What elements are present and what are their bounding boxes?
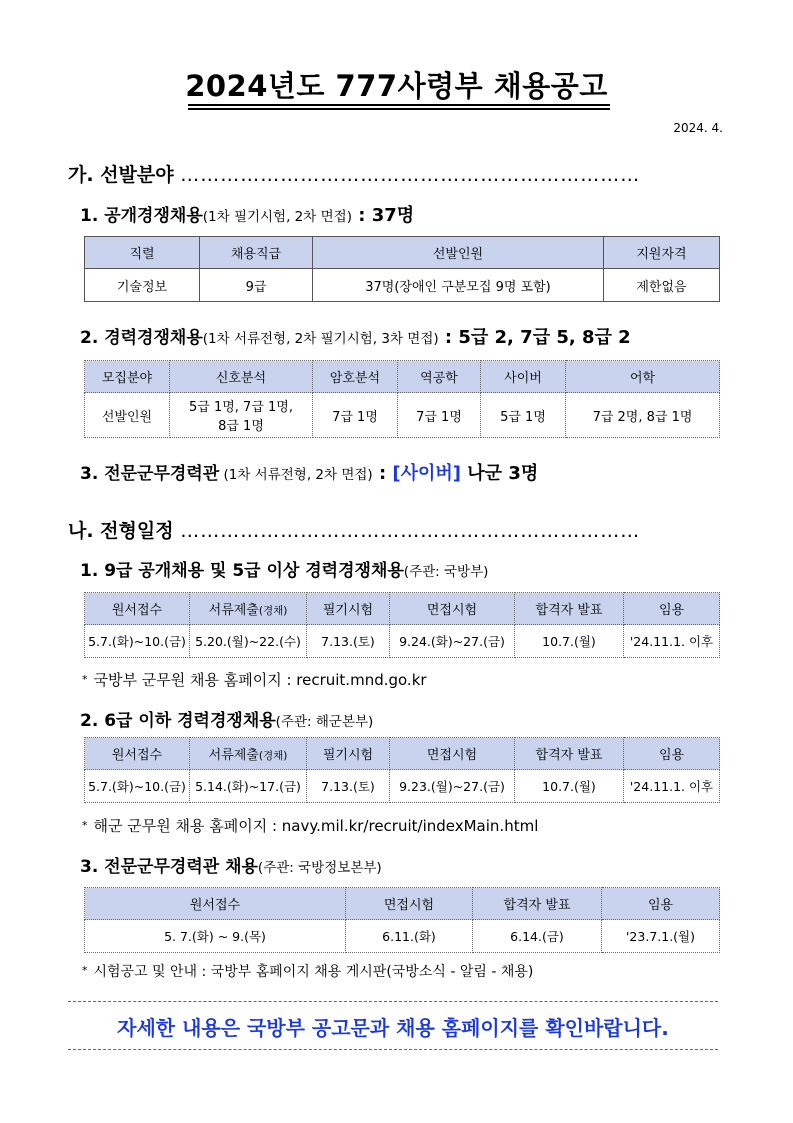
b-sub2-label: 2. 6급 이하 경력경쟁채용 <box>80 711 276 731</box>
a-t2-c1-line1: 5급 1명, 7급 1명, <box>189 400 293 415</box>
b-t3-c3: '23.7.1.(월) <box>602 920 720 953</box>
b-t2-h2: 필기시험 <box>307 738 390 770</box>
b-t1-h0: 원서접수 <box>85 593 190 625</box>
a-sub3-paren: (1차 서류전형, 2차 면접) <box>219 467 373 483</box>
a-t2-rowlabel: 선발인원 <box>85 393 170 438</box>
note2-text: 해군 군무원 채용 홈페이지 : navy.mil.kr/recruit/indexMain.html <box>93 817 539 835</box>
b-t2-c0: 5.7.(화)~10.(금) <box>85 770 190 803</box>
b-sub3 <box>80 852 382 877</box>
section-b-title: 나. 전형일정 <box>68 520 174 542</box>
a-t2-h5: 어학 <box>566 361 720 393</box>
a-t1-h1: 채용직급 <box>200 237 313 269</box>
b-t2-c2: 7.13.(토) <box>307 770 390 803</box>
b-sub1 <box>80 556 488 581</box>
b-t1-c2: 7.13.(토) <box>307 625 390 658</box>
a-t2-c1-line2: 8급 1명 <box>218 419 264 434</box>
b-t1-c1: 5.20.(월)~22.(수) <box>190 625 307 658</box>
a-t2-c5: 7급 2명, 8급 1명 <box>566 393 720 438</box>
a-sub2-result: : 5급 2, 7급 5, 8급 2 <box>438 327 631 348</box>
b-t1-h1-note: (경채) <box>258 605 288 617</box>
b-t3-c1: 6.11.(화) <box>346 920 473 953</box>
b-t2-h1-note: (경채) <box>258 750 288 762</box>
b-t2-h1-main: 서류제출 <box>208 748 259 763</box>
a-sub1 <box>80 201 414 227</box>
b-sub3-label: 3. 전문군무경력관 채용 <box>80 857 258 877</box>
b-note2 <box>82 815 538 836</box>
b-t1-h1-main: 서류제출 <box>208 603 259 618</box>
b-t2-c4: 10.7.(월) <box>515 770 624 803</box>
note1-star: * <box>82 673 88 686</box>
b-t1-h5: 임용 <box>624 593 720 625</box>
b-t2-h0: 원서접수 <box>85 738 190 770</box>
footer-divider-bottom <box>68 1049 718 1050</box>
b-sub1-label: 1. 9급 공개채용 및 5급 이상 경력경쟁채용 <box>80 561 404 581</box>
b-t2-h1 <box>190 738 307 770</box>
a-t1-c3: 제한없음 <box>604 269 720 302</box>
a-sub3-result: 나군 3명 <box>461 463 539 484</box>
a-sub1-result: : 37명 <box>351 205 415 226</box>
b-t3-h0: 원서접수 <box>85 888 346 920</box>
a-t2-c1 <box>170 393 313 438</box>
b-t1-c3: 9.24.(화)~27.(금) <box>390 625 515 658</box>
b-note1 <box>82 669 427 690</box>
b-t1-c0: 5.7.(화)~10.(금) <box>85 625 190 658</box>
b-t2-c5: '24.11.1. 이후 <box>624 770 720 803</box>
a-t2-h4: 사이버 <box>481 361 566 393</box>
title-underline-2 <box>188 108 610 110</box>
a-t2-h3: 역공학 <box>398 361 481 393</box>
a-t1-h3: 지원자격 <box>604 237 720 269</box>
footer-notice: 자세한 내용은 국방부 공고문과 채용 홈페이지를 확인바랍니다. <box>117 1016 669 1040</box>
a-t1-c1: 9급 <box>200 269 313 302</box>
a-t1-c0: 기술정보 <box>85 269 200 302</box>
a-sub3-label: 3. 전문군무경력관 <box>80 464 220 484</box>
a-sub1-label: 1. 공개경쟁채용 <box>80 206 203 226</box>
a-sub2-label: 2. 경력경쟁채용 <box>80 328 203 348</box>
b-t3-h3: 임용 <box>602 888 720 920</box>
section-a-dots: …………………………………………………………… <box>180 164 641 186</box>
a-sub1-paren: (1차 필기시험, 2차 면접) <box>202 209 352 225</box>
note2-star: * <box>82 819 88 832</box>
b-t1-c4: 10.7.(월) <box>515 625 624 658</box>
section-a-title: 가. 선발분야 <box>68 164 174 186</box>
a-t2-c3: 7급 1명 <box>398 393 481 438</box>
b-sub2 <box>80 706 373 731</box>
b-t3-c0: 5. 7.(화) ~ 9.(목) <box>85 920 346 953</box>
note3-star: * <box>82 964 88 977</box>
b-table2 <box>84 737 720 803</box>
b-t1-c5: '24.11.1. 이후 <box>624 625 720 658</box>
b-t3-h1: 면접시험 <box>346 888 473 920</box>
section-a-heading <box>68 160 640 187</box>
b-table1 <box>84 592 720 658</box>
footer-divider-top <box>68 1001 718 1002</box>
a-t2-h2: 암호분석 <box>313 361 398 393</box>
b-sub1-paren: (주관: 국방부) <box>403 564 489 580</box>
b-t2-c1: 5.14.(화)~17.(금) <box>190 770 307 803</box>
b-sub3-paren: (주관: 국방정보본부) <box>257 860 382 876</box>
a-t1-h0: 직렬 <box>85 237 200 269</box>
a-sub3-colon: : <box>372 463 393 484</box>
b-t2-h5: 임용 <box>624 738 720 770</box>
notice-date: 2024. 4. <box>673 121 723 135</box>
a-t2-c2: 7급 1명 <box>313 393 398 438</box>
a-t1-c2: 37명(장애인 구분모집 9명 포함) <box>313 269 604 302</box>
b-t2-h4: 합격자 발표 <box>515 738 624 770</box>
a-t1-h2: 선발인원 <box>313 237 604 269</box>
b-note3 <box>82 961 533 981</box>
title-underline <box>188 104 610 106</box>
b-table3 <box>84 887 720 953</box>
a-t2-c4: 5급 1명 <box>481 393 566 438</box>
a-table1 <box>84 236 720 302</box>
a-t2-h0: 모집분야 <box>85 361 170 393</box>
note1-text: 국방부 군무원 채용 홈페이지 : recruit.mnd.go.kr <box>93 671 427 689</box>
b-t1-h1 <box>190 593 307 625</box>
b-t2-c3: 9.23.(월)~27.(금) <box>390 770 515 803</box>
section-b-dots: …………………………………………………………… <box>180 520 641 542</box>
a-sub3 <box>80 459 538 485</box>
a-sub2-paren: (1차 서류전형, 2차 필기시험, 3차 면접) <box>202 331 439 347</box>
b-t3-h2: 합격자 발표 <box>473 888 602 920</box>
a-t2-h1: 신호분석 <box>170 361 313 393</box>
a-sub3-highlight: [사이버] <box>392 463 462 484</box>
b-sub2-paren: (주관: 해군본부) <box>275 714 374 730</box>
b-t1-h2: 필기시험 <box>307 593 390 625</box>
page-title: 2024년도 777사령부 채용공고 <box>185 69 608 103</box>
b-t1-h4: 합격자 발표 <box>515 593 624 625</box>
b-t2-h3: 면접시험 <box>390 738 515 770</box>
note3-text: 시험공고 및 안내 : 국방부 홈페이지 채용 게시판(국방소식 - 알림 - 채용) <box>93 964 534 980</box>
section-b-heading <box>68 516 640 543</box>
a-table2 <box>84 360 720 438</box>
b-t3-c2: 6.14.(금) <box>473 920 602 953</box>
a-sub2 <box>80 323 631 349</box>
b-t1-h3: 면접시험 <box>390 593 515 625</box>
